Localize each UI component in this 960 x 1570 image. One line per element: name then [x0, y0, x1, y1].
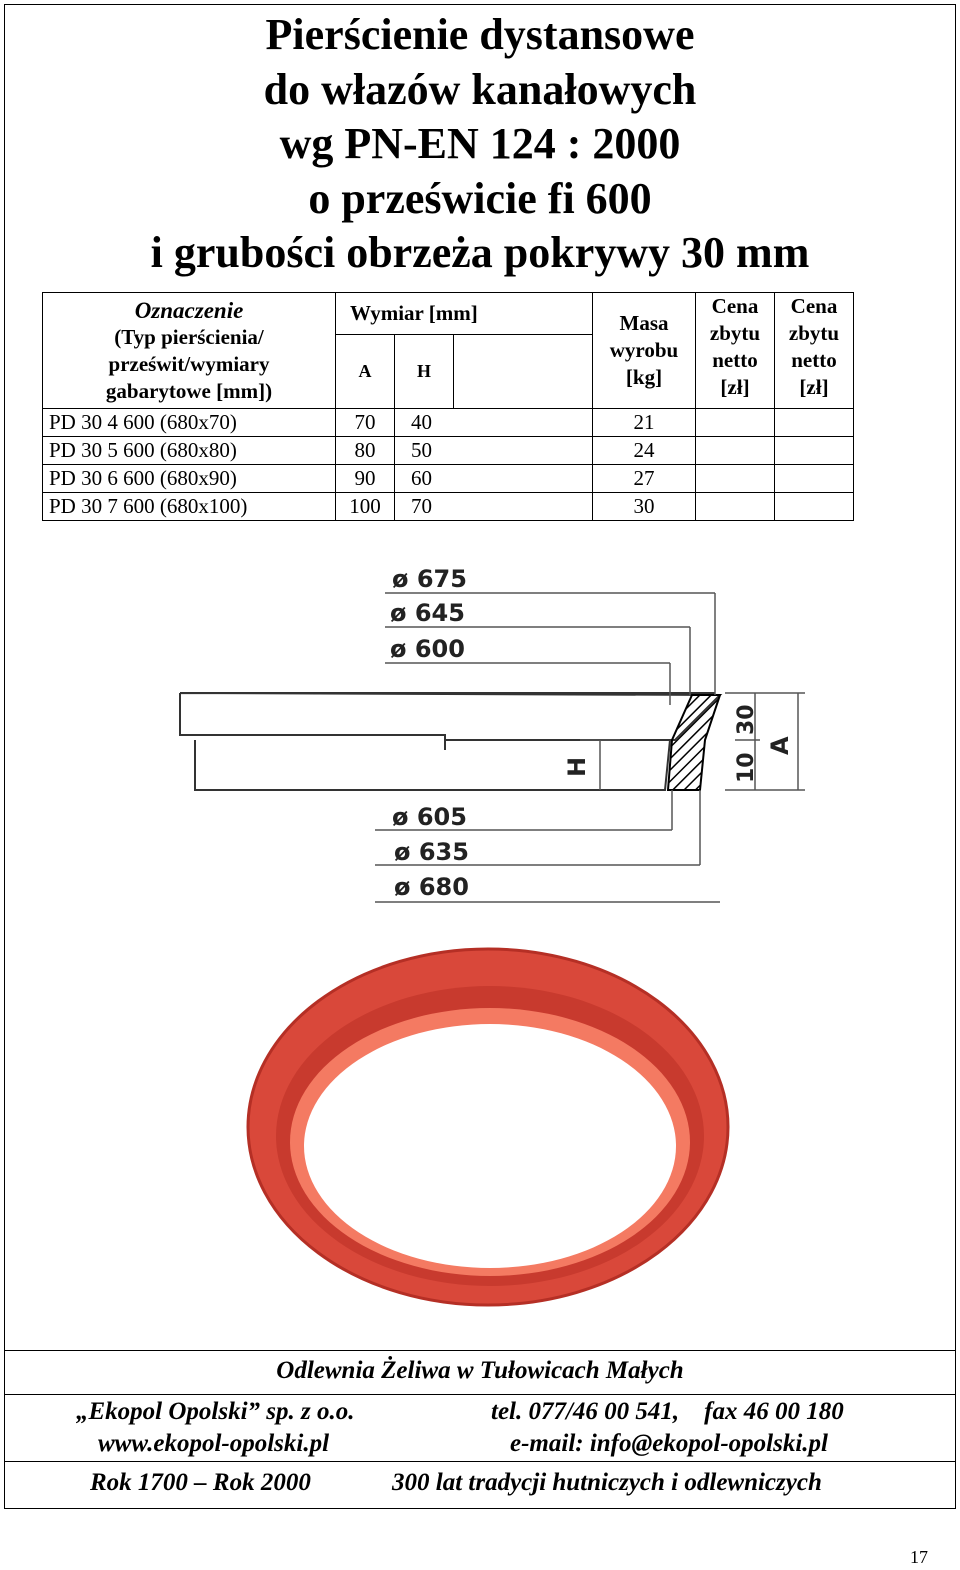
page-title: [0, 8, 960, 281]
ring-photo: [238, 940, 738, 1315]
row-a: 90: [336, 465, 395, 493]
row-price-2: [775, 465, 854, 493]
title-line-1: Pierścienie dystansowe: [265, 10, 695, 59]
row-a: 70: [336, 409, 395, 437]
row-designation: PD 30 4 600 (680x70): [43, 409, 336, 437]
table-row: [43, 409, 854, 437]
footer-years: Rok 1700 – Rok 2000: [90, 1469, 311, 1496]
table-row: [43, 437, 854, 465]
footer-name: „Ekopol Opolski” sp. z o.o.: [76, 1398, 355, 1425]
row-designation: PD 30 6 600 (680x90): [43, 465, 336, 493]
row-price-2: [775, 437, 854, 465]
row-price-1: [696, 437, 775, 465]
row-price-1: [696, 465, 775, 493]
row-designation: PD 30 7 600 (680x100): [43, 493, 336, 521]
dim-bottom-1: ø 605: [392, 803, 467, 831]
row-h: 60: [395, 465, 593, 493]
header-designation-sub-1: (Typ pierścienia/: [114, 324, 264, 349]
header-designation-sub-2: prześwit/wymiary: [108, 351, 270, 376]
table-row: [43, 493, 854, 521]
dim-label-a: A: [766, 736, 794, 755]
row-h: 40: [395, 409, 593, 437]
title-line-4: o prześwicie fi 600: [308, 173, 652, 223]
dim-top-3: ø 600: [390, 635, 465, 663]
row-a: 80: [336, 437, 395, 465]
row-mass: 21: [593, 409, 696, 437]
header-mass-2: wyrobu: [609, 338, 679, 362]
dim-top-2: ø 645: [390, 599, 465, 627]
header-designation-title: Oznaczenie: [134, 297, 244, 323]
title-line-3: wg PN-EN 124 : 2000: [279, 119, 681, 168]
header-price-1-c: netto: [712, 348, 758, 372]
footer: [4, 1350, 956, 1510]
title-line-5: i grubości obrzeża pokrywy 30 mm: [150, 228, 810, 277]
header-price-1-a: Cena: [711, 294, 759, 318]
header-spacer: [454, 335, 593, 409]
row-designation: PD 30 5 600 (680x80): [43, 437, 336, 465]
row-price-1: [696, 409, 775, 437]
row-price-1: [696, 493, 775, 521]
dim-label-h: H: [563, 756, 591, 777]
footer-email: e-mail: info@ekopol-opolski.pl: [510, 1430, 828, 1457]
footer-company: Odlewnia Żeliwa w Tułowicach Małych: [276, 1357, 684, 1384]
footer-phone: tel. 077/46 00 541, fax 46 00 180: [491, 1398, 844, 1425]
dim-top-1: ø 675: [392, 565, 467, 593]
header-dimension: Wymiar [mm]: [336, 293, 593, 335]
row-price-2: [775, 493, 854, 521]
header-designation-sub-3: gabarytowe [mm]): [105, 378, 273, 403]
page-number: 17: [910, 1547, 928, 1567]
spec-table: [42, 292, 854, 521]
header-mass: [593, 293, 696, 409]
header-mass-3: [kg]: [625, 365, 663, 389]
header-price-1-b: zbytu: [709, 321, 761, 345]
row-mass: 30: [593, 493, 696, 521]
header-price-2-a: Cena: [790, 294, 838, 318]
header-price-2: [775, 293, 854, 409]
header-price-1: [696, 293, 775, 409]
footer-divider: [4, 1461, 956, 1462]
row-price-2: [775, 409, 854, 437]
title-line-2: do włazów kanałowych: [263, 64, 697, 114]
dim-bottom-3: ø 680: [394, 873, 469, 901]
header-price-2-d: [zł]: [799, 375, 829, 399]
header-mass-1: Masa: [619, 311, 669, 335]
header-col-h: H: [395, 335, 454, 409]
header-designation: [43, 293, 336, 409]
footer-divider: [4, 1394, 956, 1395]
dim-label-30: 30: [734, 704, 759, 735]
footer-tradition: 300 lat tradycji hutniczych i odlewniczych: [392, 1469, 822, 1496]
header-col-a: A: [336, 335, 395, 409]
footer-www: www.ekopol-opolski.pl: [98, 1430, 330, 1457]
row-h: 70: [395, 493, 593, 521]
header-price-2-b: zbytu: [788, 321, 840, 345]
header-price-2-c: netto: [791, 348, 837, 372]
dim-bottom-2: ø 635: [394, 838, 469, 866]
row-h: 50: [395, 437, 593, 465]
cross-section-drawing: [160, 555, 820, 915]
dim-label-10: 10: [734, 752, 759, 783]
row-a: 100: [336, 493, 395, 521]
header-price-1-d: [zł]: [720, 375, 750, 399]
row-mass: 24: [593, 437, 696, 465]
table-row: [43, 465, 854, 493]
row-mass: 27: [593, 465, 696, 493]
